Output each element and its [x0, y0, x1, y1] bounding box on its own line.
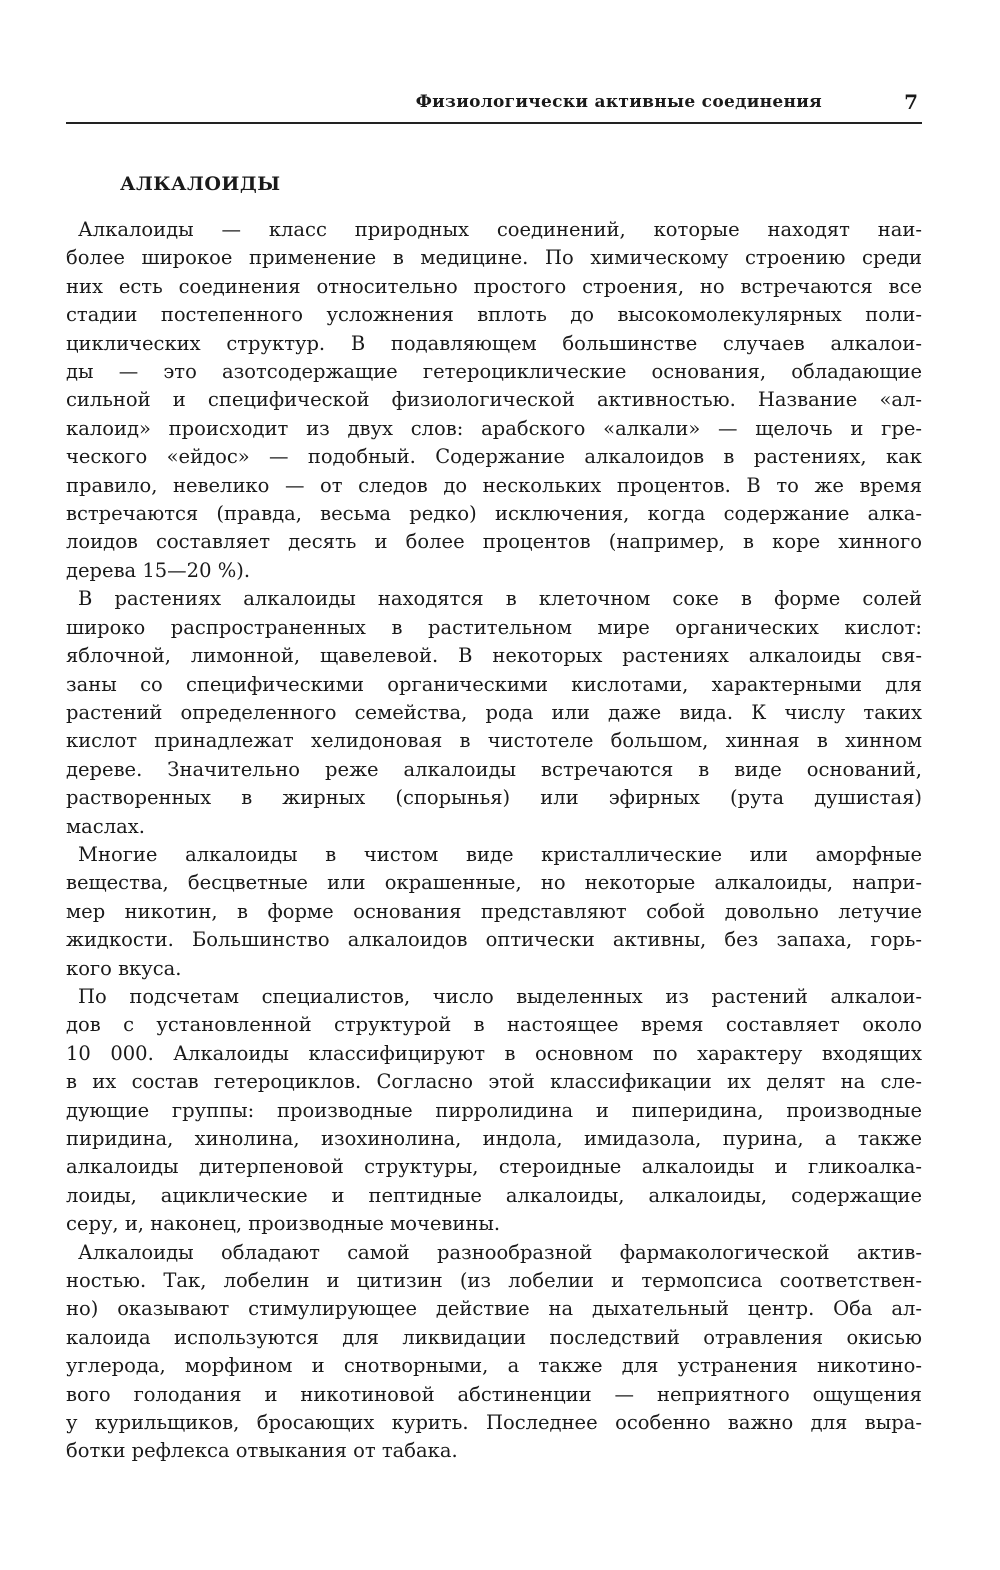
- text-line: правило, невелико — от следов до нескольких процентов. В то же время: [66, 473, 922, 497]
- text-line: Алкалоиды — класс природных соединений, которые находят наи-: [78, 218, 922, 241]
- text-line: лоиды, ациклические и пептидные алкалоиды, алкалоиды, содержащие: [66, 1183, 922, 1207]
- text-line: лоидов составляет десять и более процентов (например, в коре хинного: [66, 530, 922, 554]
- text-line: дов с установленной структурой в настоящее время составляет около: [66, 1013, 922, 1037]
- running-header: [66, 92, 922, 124]
- text-line: ды — это азотсодержащие гетероциклические основания, обладающие: [66, 360, 922, 384]
- text-line: пиридина, хинолина, изохинолина, индола, имидазола, пурина, а также: [66, 1127, 922, 1150]
- page-number: 7: [904, 90, 918, 114]
- text-line: углерода, морфином и снотворными, а также для устранения никотино-: [66, 1354, 922, 1378]
- text-line: дереве. Значительно реже алкалоиды встречаются в виде оснований,: [66, 757, 922, 781]
- text-line: заны со специфическими органическими кислотами, характерными для: [66, 672, 922, 696]
- running-title: Физиологически активные соединения: [415, 92, 822, 112]
- text-line: более широкое применение в медицине. По химическому строению среди: [66, 246, 922, 270]
- text-line: вого голодания и никотиновой абстиненции — неприятного ощущения: [66, 1382, 922, 1406]
- text-line: алкалоиды дитерпеновой структуры, стероидные алкалоиды и гликоалка-: [66, 1155, 922, 1179]
- text-line: но) оказывают стимулирующее действие на дыхательный центр. Оба ал-: [66, 1297, 922, 1321]
- text-line: ботки рефлекса отвыкания от табака.: [66, 1439, 458, 1463]
- text-line: жидкости. Большинство алкалоидов оптически активны, без запаха, горь-: [66, 928, 922, 952]
- text-line: Алкалоиды обладают самой разнообразной фармакологической актив-: [78, 1240, 922, 1264]
- text-line: вещества, бесцветные или окрашенные, но некоторые алкалоиды, напри-: [66, 871, 922, 895]
- text-line: циклических структур. В подавляющем большинстве случаев алкалои-: [66, 331, 922, 355]
- text-line: ческого «ейдос» — подобный. Содержание алкалоидов в растениях, как: [66, 445, 922, 469]
- text-line: растений определенного семейства, рода или даже вида. К числу таких: [66, 700, 922, 724]
- text-line: серу, и, наконец, производные мочевины.: [66, 1212, 501, 1236]
- text-line: дерева 15—20 %).: [66, 558, 251, 582]
- text-line: стадии постепенного усложнения вплоть до высокомолекулярных поли-: [66, 303, 922, 327]
- text-line: кого вкуса.: [66, 956, 182, 980]
- text-line: калоида используются для ликвидации последствий отравления окисью: [66, 1325, 922, 1349]
- text-line: растворенных в жирных (спорынья) или эфирных (рута душистая): [66, 786, 922, 810]
- text-line: у курильщиков, бросающих курить. Последнее особенно важно для выра-: [66, 1411, 922, 1435]
- text-line: В растениях алкалоиды находятся в клеточном соке в форме солей: [78, 587, 922, 611]
- text-line: Многие алкалоиды в чистом виде кристаллические или аморфные: [78, 842, 922, 866]
- body-text: [66, 216, 922, 1466]
- text-line: в их состав гетероциклов. Согласно этой классификации их делят на сле-: [66, 1070, 922, 1094]
- text-line: яблочной, лимонной, щавелевой. В некоторых растениях алкалоиды свя-: [66, 644, 922, 668]
- section-heading: АЛКАЛОИДЫ: [120, 173, 281, 195]
- text-line: мер никотин, в форме основания представляют собой довольно летучие: [66, 899, 922, 923]
- text-line: ностью. Так, лобелин и цитизин (из лобелии и термопсиса соответствен-: [66, 1269, 922, 1293]
- text-line: широко распространенных в растительном мире органических кислот:: [66, 615, 922, 639]
- text-line: По подсчетам специалистов, число выделенных из растений алкалои-: [78, 984, 922, 1008]
- text-line: сильной и специфической физиологической активностью. Название «ал-: [66, 388, 922, 412]
- text-line: них есть соединения относительно простого строения, но встречаются все: [66, 274, 922, 298]
- text-line: 10 000. Алкалоиды классифицируют в основном по характеру входящих: [66, 1041, 922, 1065]
- text-line: встречаются (правда, весьма редко) исключения, когда содержание алка-: [66, 502, 922, 526]
- text-line: дующие группы: производные пирролидина и пиперидина, производные: [66, 1098, 922, 1122]
- text-line: кислот принадлежат хелидоновая в чистотеле большом, хинная в хинном: [66, 729, 922, 753]
- text-line: калоид» происходит из двух слов: арабского «алкали» — щелочь и гре-: [66, 416, 922, 440]
- text-line: маслах.: [66, 814, 145, 838]
